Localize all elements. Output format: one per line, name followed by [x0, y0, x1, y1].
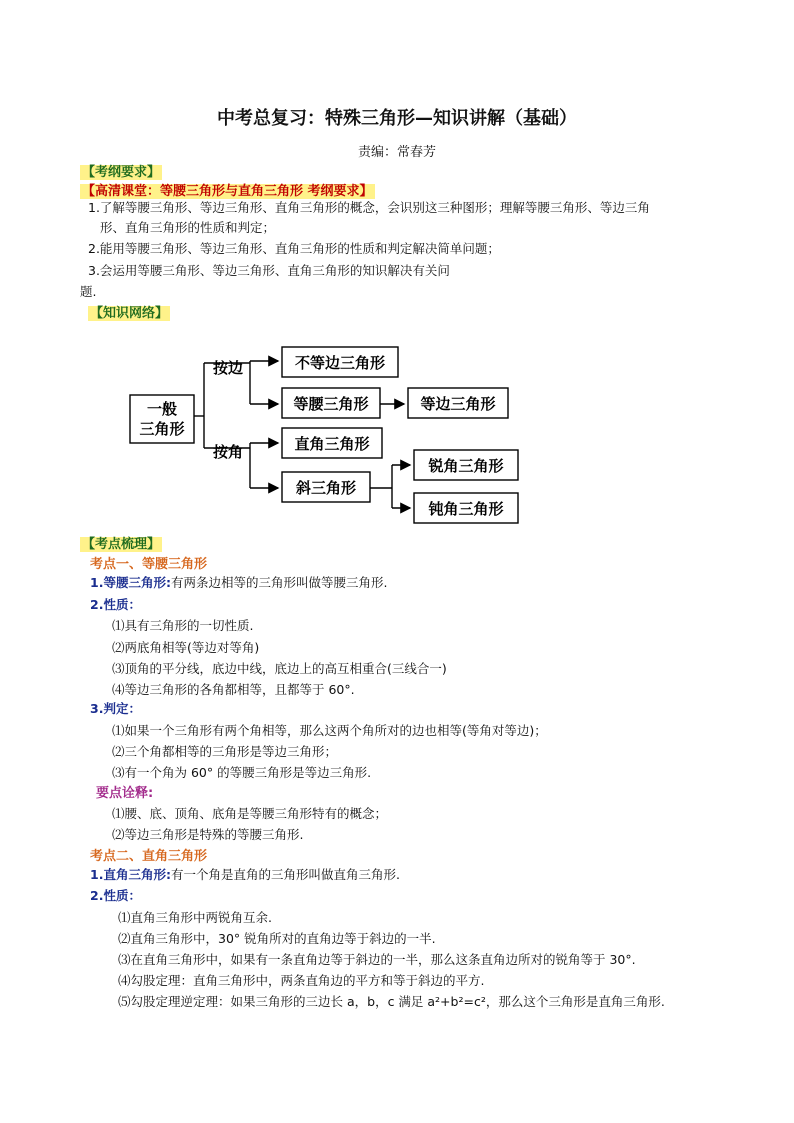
kaogang-item-1-cont: 形、直角三角形的性质和判定； [100, 220, 276, 235]
point2-prop-label: 2.性质： [90, 888, 141, 903]
node-equilateral: 等边三角形 [420, 395, 496, 413]
point2-prop-4: ⑷勾股定理：直角三角形中，两条直角边的平方和等于斜边的平方. [118, 973, 485, 988]
point1-prop-3: ⑶顶角的平分线，底边中线，底边上的高互相重合(三线合一) [112, 661, 447, 676]
point1-definition: 1.等腰三角形:有两条边相等的三角形叫做等腰三角形. [90, 575, 388, 590]
network-header: 【知识网络】 [90, 306, 169, 321]
editor-line: 责编：常春芳 [357, 145, 436, 160]
label-by-side: 按边 [212, 359, 244, 377]
point1-prop-4: ⑷等边三角形的各角都相等，且都等于 60°. [112, 682, 355, 697]
point1-note-label: 要点诠释: [96, 786, 154, 801]
page-title: 中考总复习：特殊三角形—知识讲解（基础） [217, 108, 577, 129]
video-link[interactable]: 【高清课堂：等腰三角形与直角三角形 考纲要求】 [82, 184, 373, 199]
point1-title: 考点一、等腰三角形 [90, 557, 208, 572]
point1-judge-3: ⑶有一个角为 60° 的等腰三角形是等边三角形. [112, 765, 372, 780]
node-root-line1: 一般 [146, 400, 178, 418]
point1-judge-label: 3.判定： [90, 701, 141, 716]
label-by-angle: 按角 [212, 443, 244, 461]
point2-definition: 1.直角三角形:有一个角是直角的三角形叫做直角三角形. [90, 867, 400, 882]
knowledge-network-diagram [0, 330, 794, 530]
node-obtuse: 钝角三角形 [428, 500, 504, 518]
point1-note-2: ⑵等边三角形是特殊的等腰三角形. [112, 827, 304, 842]
point2-prop-3: ⑶在直角三角形中，如果有一条直角边等于斜边的一半，那么这条直角边所对的锐角等于 30°. [118, 952, 636, 967]
point1-judge-2: ⑵三个角都相等的三角形是等边三角形； [112, 744, 338, 759]
point2-prop-1: ⑴直角三角形中两锐角互余. [118, 910, 272, 925]
node-root-line2: 三角形 [139, 420, 185, 438]
node-acute: 锐角三角形 [428, 457, 504, 475]
node-oblique: 斜三角形 [295, 479, 357, 497]
kaogang-item-3: 3.会运用等腰三角形、等边三角形、直角三角形的知识解决有关问 [88, 263, 450, 278]
point2-prop-2: ⑵直角三角形中，30° 锐角所对的直角边等于斜边的一半. [118, 931, 436, 946]
node-isosceles: 等腰三角形 [293, 395, 369, 413]
node-scalene: 不等边三角形 [294, 354, 386, 372]
point1-judge-1: ⑴如果一个三角形有两个角相等，那么这两个角所对的边也相等(等角对等边)； [112, 723, 547, 738]
point1-prop-2: ⑵两底角相等(等边对等角) [112, 640, 260, 655]
kaogang-item-1: 1.了解等腰三角形、等边三角形、直角三角形的概念，会识别这三种图形；理解等腰三角形、等边三角 [88, 200, 650, 215]
kaogang-header: 【考纲要求】 [82, 165, 161, 180]
point2-title: 考点二、直角三角形 [90, 849, 208, 864]
kaogang-item-3-cont: 题. [80, 284, 97, 299]
kaogang-item-2: 2.能用等腰三角形、等边三角形、直角三角形的性质和判定解决简单问题； [88, 241, 500, 256]
kaodian-header: 【考点梳理】 [82, 537, 161, 552]
point1-prop-label: 2.性质： [90, 597, 141, 612]
point2-prop-5: ⑸勾股定理逆定理：如果三角形的三边长 a，b，c 满足 a²+b²=c²，那么这个三角形是直角三角形. [118, 994, 665, 1009]
node-right: 直角三角形 [294, 435, 370, 453]
point1-note-1: ⑴腰、底、顶角、底角是等腰三角形特有的概念； [112, 806, 388, 821]
point1-prop-1: ⑴具有三角形的一切性质. [112, 618, 254, 633]
